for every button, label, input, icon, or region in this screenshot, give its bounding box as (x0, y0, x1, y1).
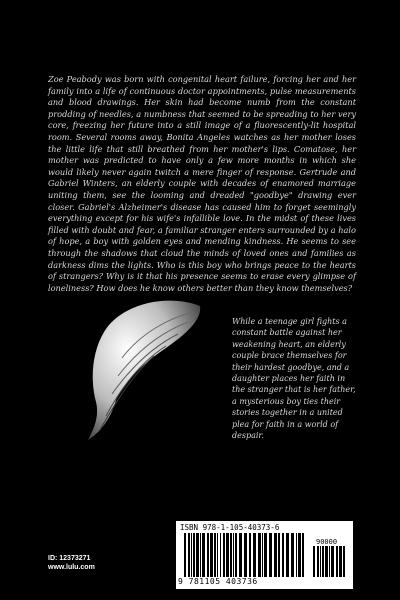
publisher-info (48, 554, 95, 572)
ean-digits: 9 781105 403736 (178, 577, 258, 586)
ean-barcode-bars (184, 533, 308, 577)
publisher-url: www.lulu.com (48, 564, 95, 571)
isbn-label: ISBN 978-1-105-40373-6 (180, 523, 280, 532)
addon-barcode-bars (313, 546, 347, 577)
angel-wing-icon (82, 292, 212, 442)
isbn-barcode (176, 521, 353, 589)
price-code: 90000 (316, 538, 338, 546)
publisher-id: ID: 12373271 (48, 555, 91, 562)
back-cover-teaser: While a teenage girl fights a constant battle against her weakening heart, an elderly couple brace themselves for their hardest goodbye, and a daughter places her faith in the stranger that is her father, a mysterious boy ties their stories together in a united plea for faith in a world of despair. (232, 317, 356, 441)
back-cover-blurb: Zoe Peabody was born with congenital heart failure, forcing her and her family into a life of continuous doctor appointments, pulse measurements and blood drawings. Her skin had become numb from the constant prodding of needles, a numbness that seemed to be spreading to her very core, freezing her future into a still image of a fluorescently-lit hospital room. Several rooms away, Bonita Angeles watches as her mother loses the little life that still breathed from her mother's lips. Comatose, her mother was predicted to have only a few more months in which she would likely never again twitch a mere finger of response. Gertrude and Gabriel Winters, an elderly couple with decades of enamored marriage uniting them, see the looming and dreaded "goodbye" drawing ever closer. Gabriel's Alzheimer's disease has caused him to forget seemingly everything except for his wife's infallible love. In the midst of these lives filled with doubt and fear, a familiar stranger enters surrounded by a halo of hope, a boy with golden eyes and mending kindness. He seems to see through the shadows that cloud the minds of loved ones and families as darkness dims the lights. Who is this boy who brings peace to the hearts of strangers? Why is it that his presence seems to erase every glimpse of loneliness? How does he know others better than they know themselves? (48, 74, 356, 293)
